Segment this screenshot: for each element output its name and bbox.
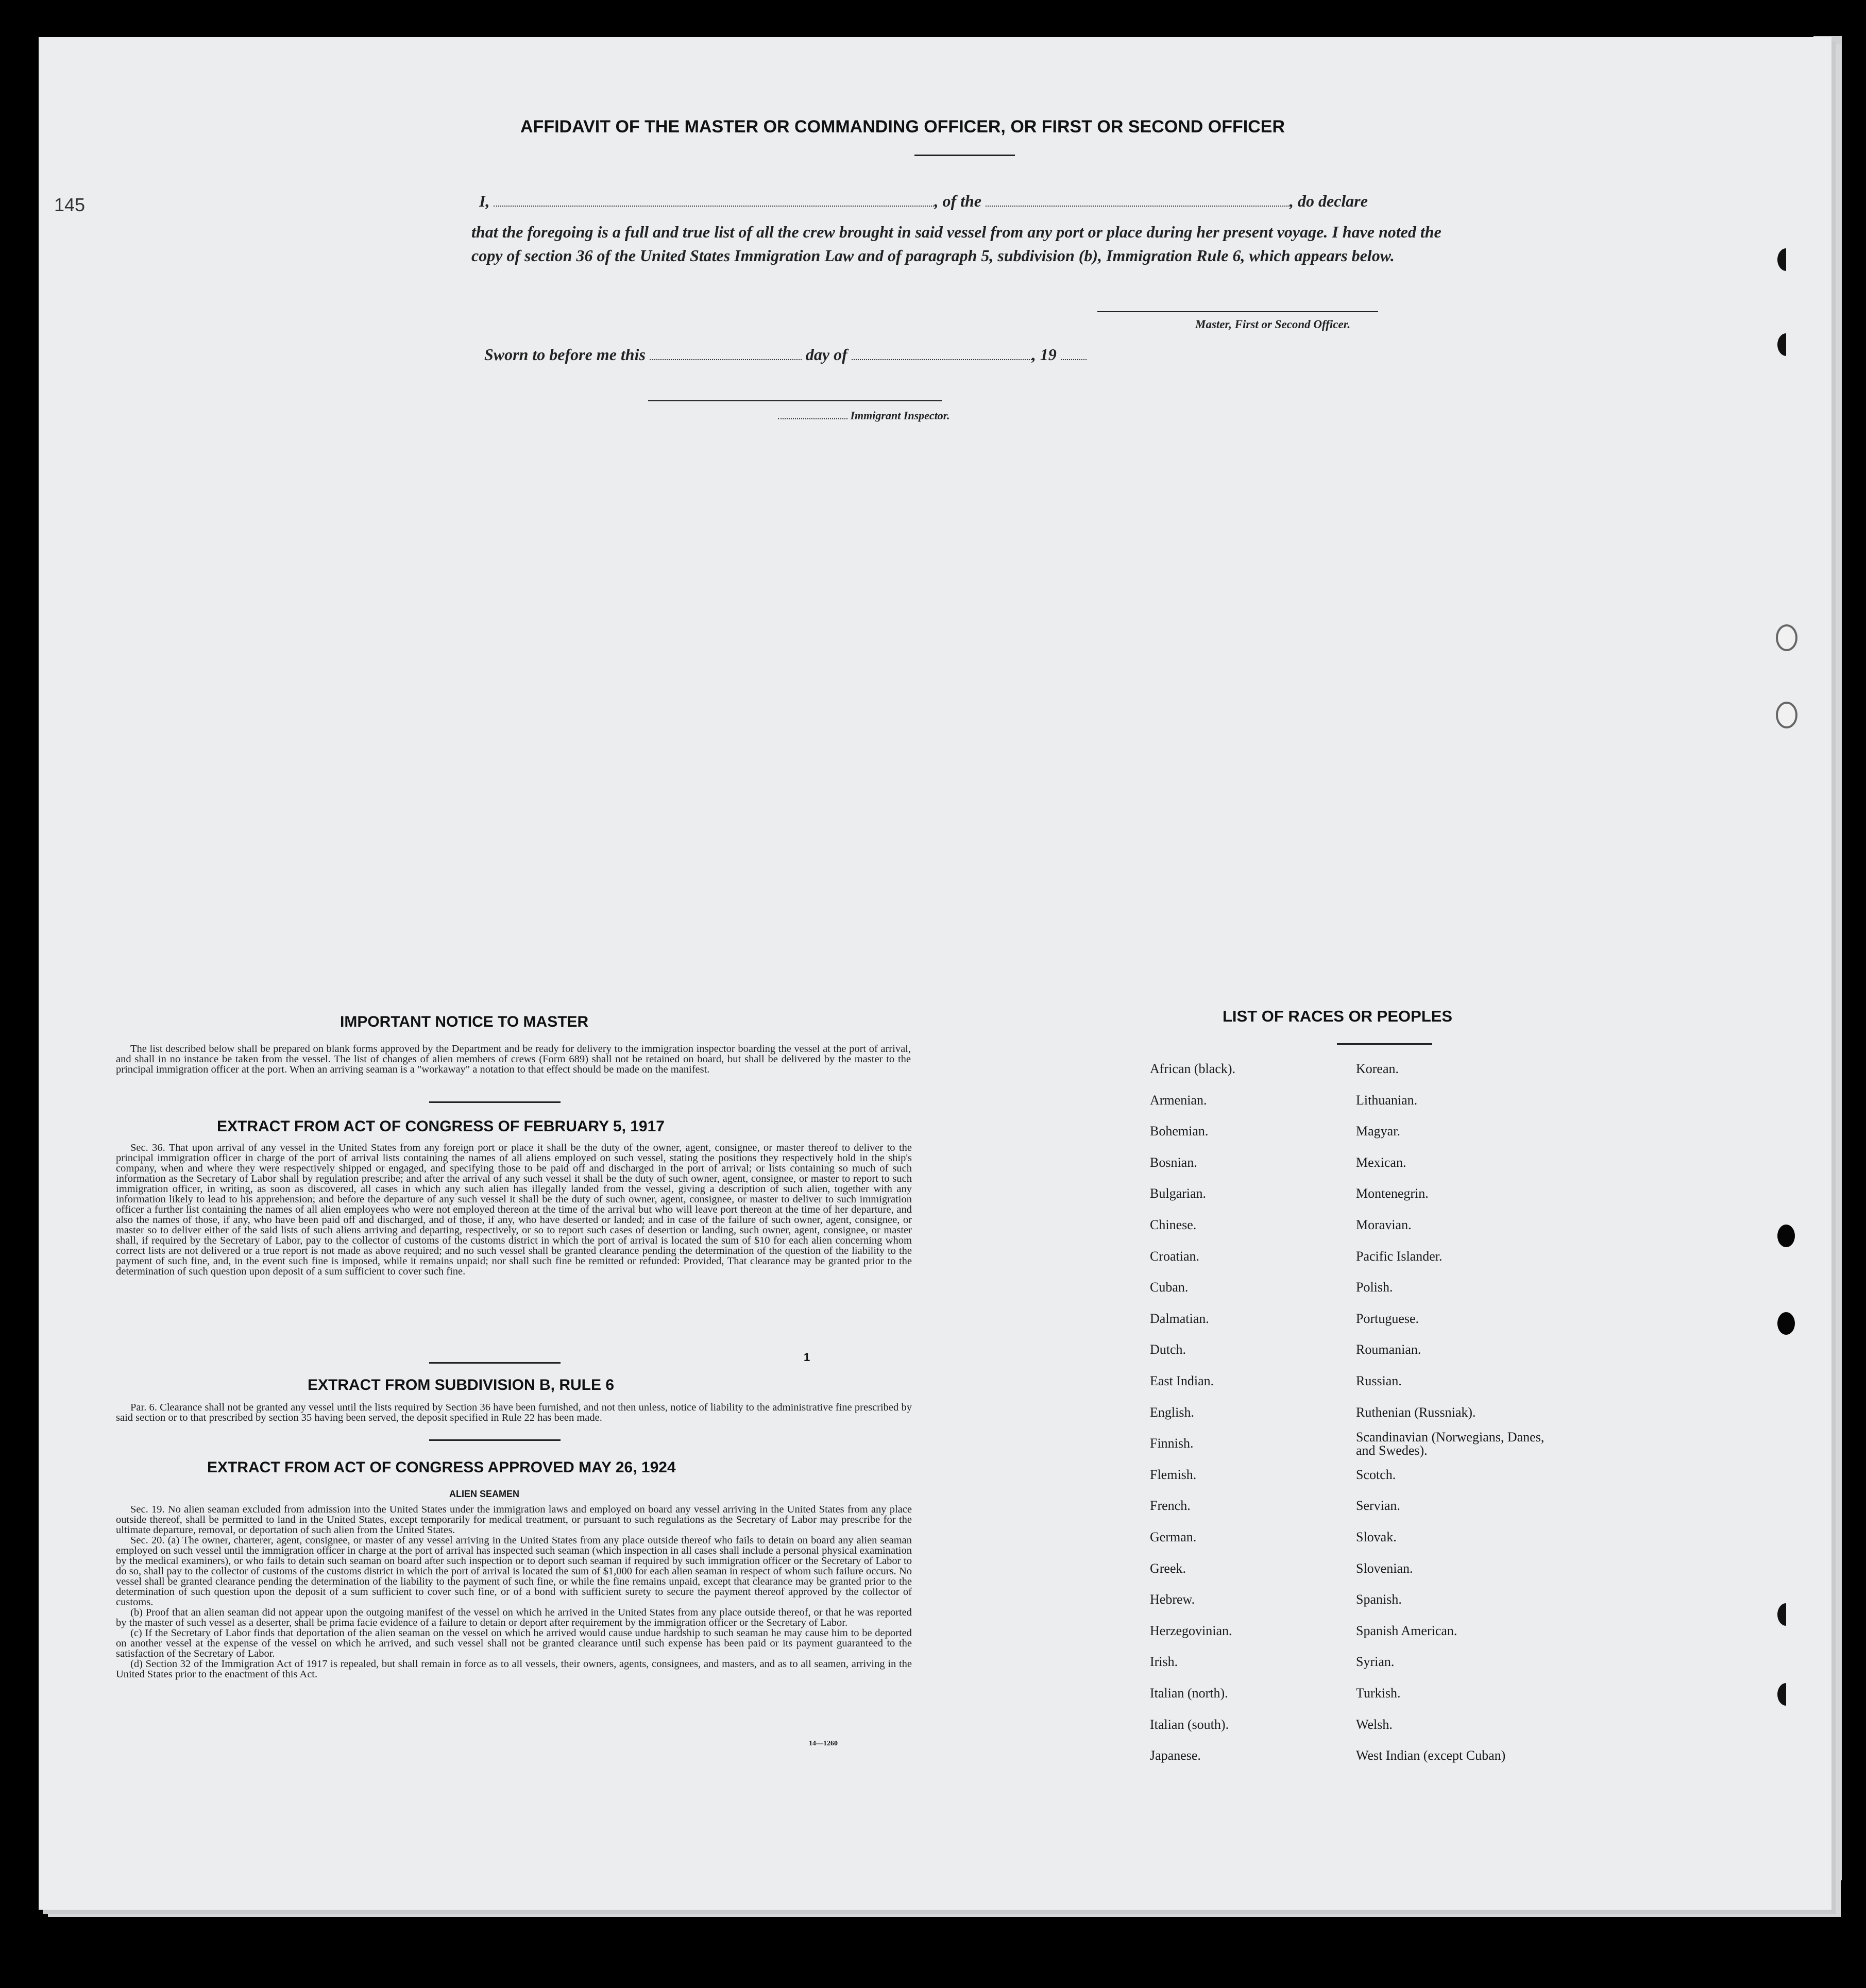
races-title: LIST OF RACES OR PEOPLES [1223, 1007, 1453, 1025]
affidavit-line-1 [479, 192, 1368, 211]
race-item: Dalmatian. [1150, 1311, 1209, 1326]
race-item: Scandinavian (Norwegians, Danes, and Swedes). [1356, 1430, 1545, 1458]
race-item: Armenian. [1150, 1092, 1207, 1108]
sec-20d-paragraph: (d) Section 32 of the Immigration Act of 1917 is repealed, but shall remain in force as to all vessels, their owners, agents, consignees, and masters, and as to all seamen, arriving in the United States prior to the enactment of this Act. [116, 1658, 912, 1680]
extract-1924-text [116, 1504, 912, 1679]
inspector-label-text: Immigrant Inspector. [850, 409, 950, 422]
race-item: Bohemian. [1150, 1124, 1209, 1139]
race-item: Lithuanian. [1356, 1092, 1418, 1108]
extract-rule-6-title: EXTRACT FROM SUBDIVISION B, RULE 6 [308, 1377, 615, 1394]
race-item: Hebrew. [1150, 1592, 1195, 1607]
race-item: Bulgarian. [1150, 1186, 1207, 1201]
alien-seamen-subtitle: ALIEN SEAMEN [449, 1489, 520, 1499]
race-item: Cuban. [1150, 1280, 1189, 1295]
punch-hole [1777, 333, 1795, 356]
race-item: East Indian. [1150, 1373, 1214, 1388]
margin-mark: 145 [54, 194, 86, 215]
race-item: Polish. [1356, 1280, 1393, 1295]
section-36-paragraph: Sec. 36. That upon arrival of any vessel in the United States from any foreign port or place it shall be the duty of the owner, agent, consignee, or master thereof to deliver to the principal immigration officer in charge of the port of arrival lists containing the names of all aliens employed on such vessel, stating the positions they respectively hold in the ship's company, when and where they were respectively shipped or engaged, and specifying those to be paid off and discharged in the port of arrival; or lists containing so much of such information as the Secretary of Labor shall by regulation prescribe; and after the arrival of any such vessel it shall be the duty of such owner, agent, consignee, or master to report to such immigration officer, in writing, as soon as discovered, all cases in which any such alien has illegally landed from the vessel, giving a description of such alien, together with any information likely to lead to his apprehension; and before the departure of any such vessel it shall be the duty of such owner, agent, consignee, or master to deliver to such immigration officer a further list containing the names of all alien employees who were not employed thereon at the time of the arrival but who will leave port thereon at the time of her departure, and also the names of those, if any, who have been paid off and discharged, and of those, if any, who have deserted or landed; and in case of the failure of such owner, agent, consignee, or master so to deliver either of the said lists of such aliens arriving and departing, respectively, or so to report such cases of desertion or landing, such owner, agent, consignee, or master shall, if required by the Secretary of Labor, pay to the collector of customs of the customs district in which the port of arrival is located the sum of $10 for each alien concerning whom correct lists are not delivered or a true report is not made as above required; and no such vessel shall be granted clearance pending the determination of the question of the liability to the payment of such fine, and, in the event such fine is imposed, while it remains unpaid; nor shall such fine be remitted or refunded: Provided, That clearance may be granted prior to the determination of such question upon deposit of a sum sufficient to cover such fine. [116, 1142, 912, 1277]
punch-hole [1776, 702, 1797, 728]
race-item: Montenegrin. [1356, 1186, 1429, 1201]
race-item: Roumanian. [1356, 1342, 1421, 1357]
month-blank [852, 359, 1032, 360]
punch-hole [1777, 1603, 1795, 1626]
race-item: Syrian. [1356, 1654, 1395, 1670]
punch-hole [1777, 1225, 1795, 1247]
race-item: Moravian. [1356, 1217, 1412, 1232]
race-item: Italian (south). [1150, 1717, 1229, 1732]
race-item: Ruthenian (Russniak). [1356, 1404, 1476, 1420]
race-item: Dutch. [1150, 1342, 1186, 1357]
extract-1917-title: EXTRACT FROM ACT OF CONGRESS OF FEBRUARY 5, 1917 [217, 1118, 665, 1135]
day-of-text: day of [805, 345, 847, 364]
race-item: Slovak. [1356, 1530, 1397, 1544]
par-6-paragraph: Par. 6. Clearance shall not be granted any vessel until the lists required by Section 36 have been furnished, and not then unless, notice of liability to the administrative fine prescribed by said section or to that prescribed by section 35 having been served, the deposit specified in Rule 22 has been made. [116, 1402, 912, 1423]
race-item: Servian. [1356, 1498, 1400, 1514]
punch-hole [1776, 624, 1797, 651]
notice-paragraph: The list described below shall be prepared on blank forms approved by the Department and be ready for delivery to the immigration inspector boarding the vessel at the port of arrival, and shall in no instance be taken from the vessel. The list of changes of alien members of crews (Form 689) shall not be retained on board, but shall be delivered by the master to the principal immigration officer at the port. When an arriving seaman is a "workaway" a notation to that effect should be made on the manifest. [116, 1043, 911, 1075]
punch-hole [1777, 248, 1795, 271]
race-item: Mexican. [1356, 1154, 1406, 1170]
vessel-blank [986, 205, 1290, 207]
race-item: Chinese. [1150, 1217, 1197, 1232]
inspector-blank [778, 418, 847, 419]
sec-20b-paragraph: (b) Proof that an alien seaman did not appear upon the outgoing manifest of the vessel on which he arrived in the United States from any place outside thereof, or that he was reported by the master of such vessel as a deserter, shall be prima facie evidence of a failure to detain or deport after requirement by the immigration officer or the Secretary of Labor. [116, 1607, 912, 1628]
affidavit-body: that the foregoing is a full and true list of all the crew brought in said vessel from any port or place during her present voyage. I have noted the copy of section 36 of the United States Immigration Law and of paragraph 5, subdivision (b), Immigration Rule 6, which appears below. [471, 223, 1441, 265]
document-page [39, 37, 1831, 1910]
signature-line [1097, 311, 1378, 312]
race-item: Turkish. [1356, 1686, 1401, 1701]
year-text: , 19 [1031, 345, 1057, 364]
sec-20c-paragraph: (c) If the Secretary of Labor finds that deportation of the alien seaman on the vessel on which he arrived would cause undue hardship to such seaman he may cause him to be deported on another vessel at the expense of the vessel on which he arrived, and such vessel shall not be granted clearance until such expense has been paid or its payment guaranteed to the satisfaction of the Secretary of Labor. [116, 1627, 912, 1659]
divider [429, 1362, 561, 1364]
punch-hole [1777, 1312, 1795, 1335]
year-blank [1061, 359, 1087, 360]
race-item: Irish. [1150, 1654, 1178, 1670]
race-item: Pacific Islander. [1356, 1248, 1443, 1264]
race-item: African (black). [1150, 1061, 1236, 1076]
race-item: Finnish. [1150, 1436, 1194, 1451]
race-item: Herzegovinian. [1150, 1623, 1232, 1638]
race-item: West Indian (except Cuban) [1356, 1748, 1506, 1763]
race-item: Portuguese. [1356, 1311, 1419, 1326]
race-item: Bosnian. [1150, 1154, 1197, 1170]
race-item: Scotch. [1356, 1467, 1396, 1482]
affidavit-of-the: , of the [934, 192, 981, 210]
race-item: French. [1150, 1498, 1191, 1514]
sworn-line [484, 345, 1087, 364]
race-item: Russian. [1356, 1373, 1402, 1388]
divider [429, 1101, 561, 1103]
divider [914, 155, 1015, 156]
notice-text [116, 1044, 911, 1075]
extract-1917-text [116, 1143, 912, 1277]
notice-title: IMPORTANT NOTICE TO MASTER [340, 1013, 589, 1030]
form-number: 14—1260 [809, 1740, 838, 1747]
race-item: Slovenian. [1356, 1560, 1413, 1576]
race-item: Magyar. [1356, 1124, 1400, 1139]
race-item: Japanese. [1150, 1748, 1201, 1763]
race-item: Welsh. [1356, 1717, 1393, 1732]
divider [1337, 1043, 1432, 1045]
sworn-text: Sworn to before me this [484, 345, 646, 364]
master-label: Master, First or Second Officer. [1195, 318, 1351, 331]
name-blank [494, 205, 934, 207]
sec-20a-paragraph: Sec. 20. (a) The owner, charterer, agent, consignee, or master of any vessel arriving in the United States from any place outside thereof who fails to detain on board any alien seaman employed on such vessel until the immigration officer in charge at the port of arrival has inspected such seaman (which inspection in all cases shall include a personal physical examination by the medical examiners), or who fails to detain such seaman on board after such inspection or to deport such seaman if required by such immigration officer or the Secretary of Labor to do so, shall pay to the collector of customs of the customs district in which the port of arrival is located the sum of $1,000 for each alien seaman in respect of whom such failure occurs. No vessel shall be granted clearance pending the determination of the liability to the payment of such fine, or while the fine remains unpaid, except that clearance may be granted prior to the determination of such question upon the deposit of a sum sufficient to cover such fine, or of a bond with sufficient surety to secure the payment thereof approved by the collector of customs. [116, 1535, 912, 1608]
race-item: German. [1150, 1530, 1197, 1544]
affidavit-title: AFFIDAVIT OF THE MASTER OR COMMANDING OFFICER, OR FIRST OR SECOND OFFICER [520, 117, 1285, 137]
punch-hole [1777, 1683, 1795, 1706]
divider [429, 1439, 561, 1441]
inspector-signature-line [648, 400, 942, 401]
race-item: Croatian. [1150, 1248, 1200, 1264]
sec-19-paragraph: Sec. 19. No alien seaman excluded from admission into the United States under the immigration laws and employed on board any vessel arriving in the United States from any place outside thereof, shall be permitted to land in the United States, except temporarily for medical treatment, or pursuant to such regulations as the Secretary of Labor may prescribe for the ultimate departure, removal, or deportation of such alien from the United States. [116, 1504, 912, 1536]
race-item: Spanish. [1356, 1592, 1402, 1607]
extract-rule-6-text [116, 1402, 912, 1423]
affidavit-do-declare: , do declare [1290, 192, 1368, 210]
day-blank [650, 359, 802, 360]
inspector-label [778, 409, 950, 422]
race-item: Greek. [1150, 1560, 1186, 1576]
race-item: Flemish. [1150, 1467, 1197, 1482]
race-item: Italian (north). [1150, 1686, 1228, 1701]
affidavit-i: I, [479, 192, 490, 210]
race-item: English. [1150, 1404, 1194, 1420]
race-item: Korean. [1356, 1061, 1399, 1076]
extract-1924-title: EXTRACT FROM ACT OF CONGRESS APPROVED MAY 26, 1924 [207, 1459, 676, 1476]
page-number: 1 [804, 1351, 810, 1364]
race-item: Spanish American. [1356, 1623, 1457, 1638]
